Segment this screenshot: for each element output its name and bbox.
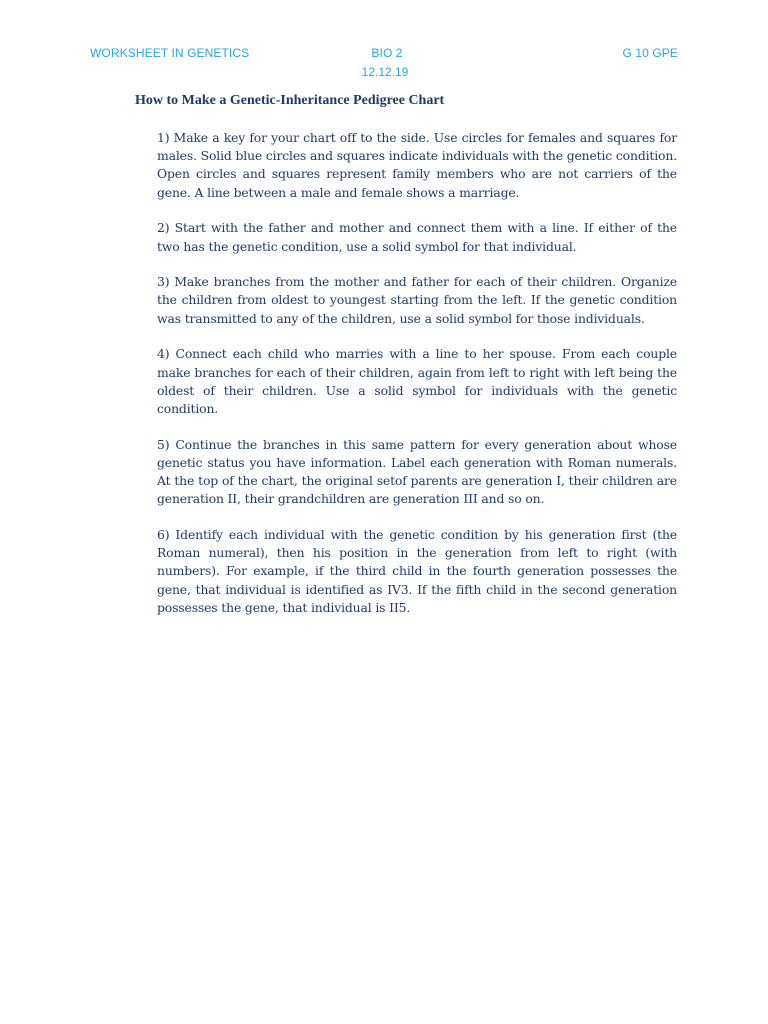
instruction-steps	[157, 129, 677, 634]
header-worksheet-label: WORKSHEET IN GENETICS	[90, 46, 250, 60]
step-5: 5) Continue the branches in this same pattern for every generation about whose genetic status you have information. Label each generation with Roman numerals. At the top of the chart, the original setof parents are generation I, their children are generation II, their grandchildren are generation III and so on.	[157, 436, 677, 507]
header-course-label: BIO 2	[371, 46, 403, 60]
document-title: How to Make a Genetic-Inheritance Pedigree Chart	[135, 93, 445, 108]
step-1: 1) Make a key for your chart off to the side. Use circles for females and squares for males. Solid blue circles and squares indicate individuals with the genetic condition. Open circles and squares represent family members who are not carriers of the gene. A line between a male and female shows a marriage.	[157, 130, 677, 200]
header-date: 12.12.19	[361, 65, 409, 79]
step-6: 6) Identify each individual with the genetic condition by his generation first (the Roman numeral), then his position in the generation from left to right (with numbers). For example, if the third child in the fourth generation possesses the gene, that individual is identified as IV3. If the fifth child in the second generation possesses the gene, that individual is II5.	[157, 526, 677, 615]
step-2: 2) Start with the father and mother and connect them with a line. If either of the two has the genetic condition, use a solid symbol for that individual.	[157, 220, 677, 254]
step-4: 4) Connect each child who marries with a line to her spouse. From each couple make branches for each of their children, again from left to right with left being the oldest of their children. Use a solid symbol for individuals with the genetic condition.	[157, 346, 677, 416]
step-3: 3) Make branches from the mother and father for each of their children. Organize the children from oldest to youngest starting from the left. If the genetic condition was transmitted to any of the children, use a solid symbol for those individuals.	[157, 274, 677, 326]
page-header	[90, 46, 678, 66]
header-grade-label: G 10 GPE	[622, 46, 678, 60]
